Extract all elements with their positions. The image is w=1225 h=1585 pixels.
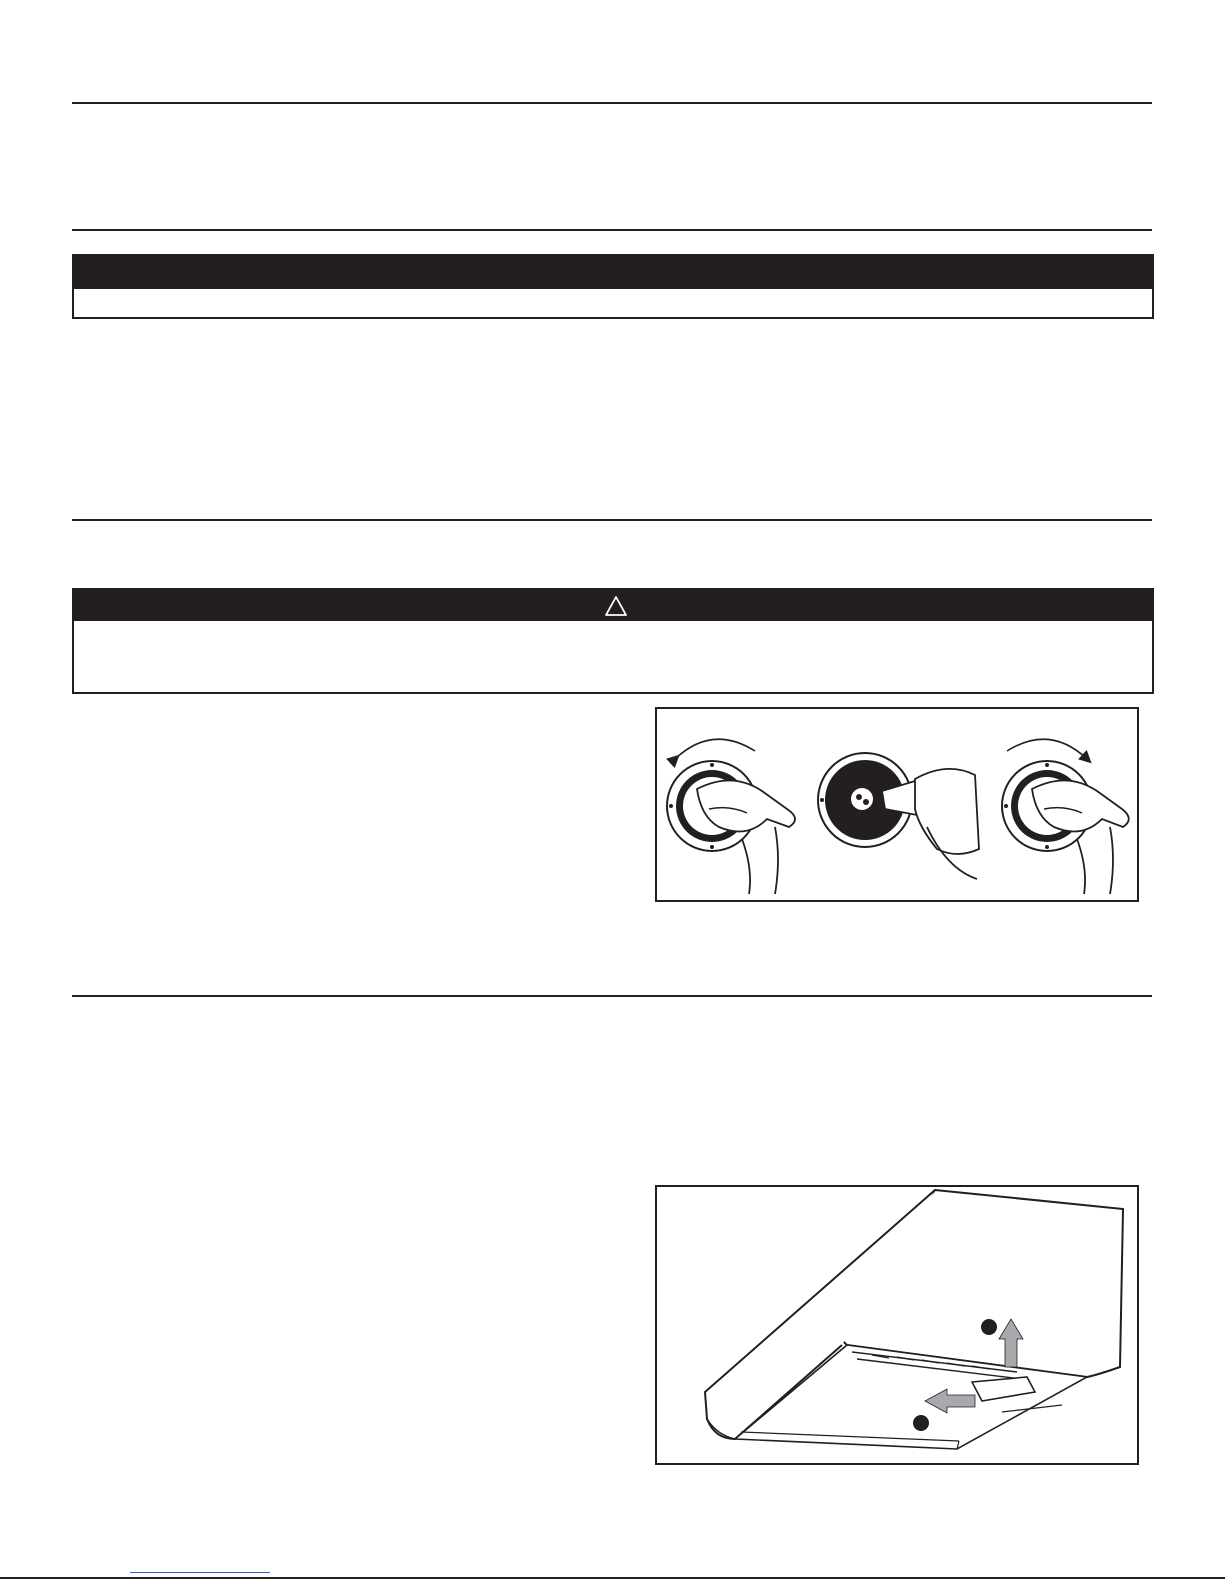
filter-removal-figure: [655, 1185, 1139, 1465]
section-rule-1: [72, 102, 1152, 104]
section-rule-4: [72, 995, 1152, 997]
warning-triangle-icon: [604, 595, 628, 617]
notice-box: [72, 254, 1154, 319]
footer-rule: [0, 1577, 1225, 1579]
bulb-replacement-figure: [655, 707, 1139, 902]
section-rule-2: [72, 229, 1152, 231]
bulb-replacement-illustration: [657, 709, 1137, 900]
warning-header: [74, 590, 1152, 621]
step-rotate-cw: [1002, 739, 1129, 894]
notice-header: [74, 256, 1152, 289]
warning-box: [72, 588, 1154, 694]
callout-1-marker: [981, 1319, 997, 1335]
footer-link-underline[interactable]: [130, 1572, 270, 1573]
callout-2-marker: [913, 1415, 929, 1431]
step-remove-bulb: [818, 753, 979, 879]
section-rule-3: [72, 519, 1152, 521]
step-rotate-ccw: [667, 739, 795, 894]
range-hood-illustration: [657, 1187, 1137, 1463]
